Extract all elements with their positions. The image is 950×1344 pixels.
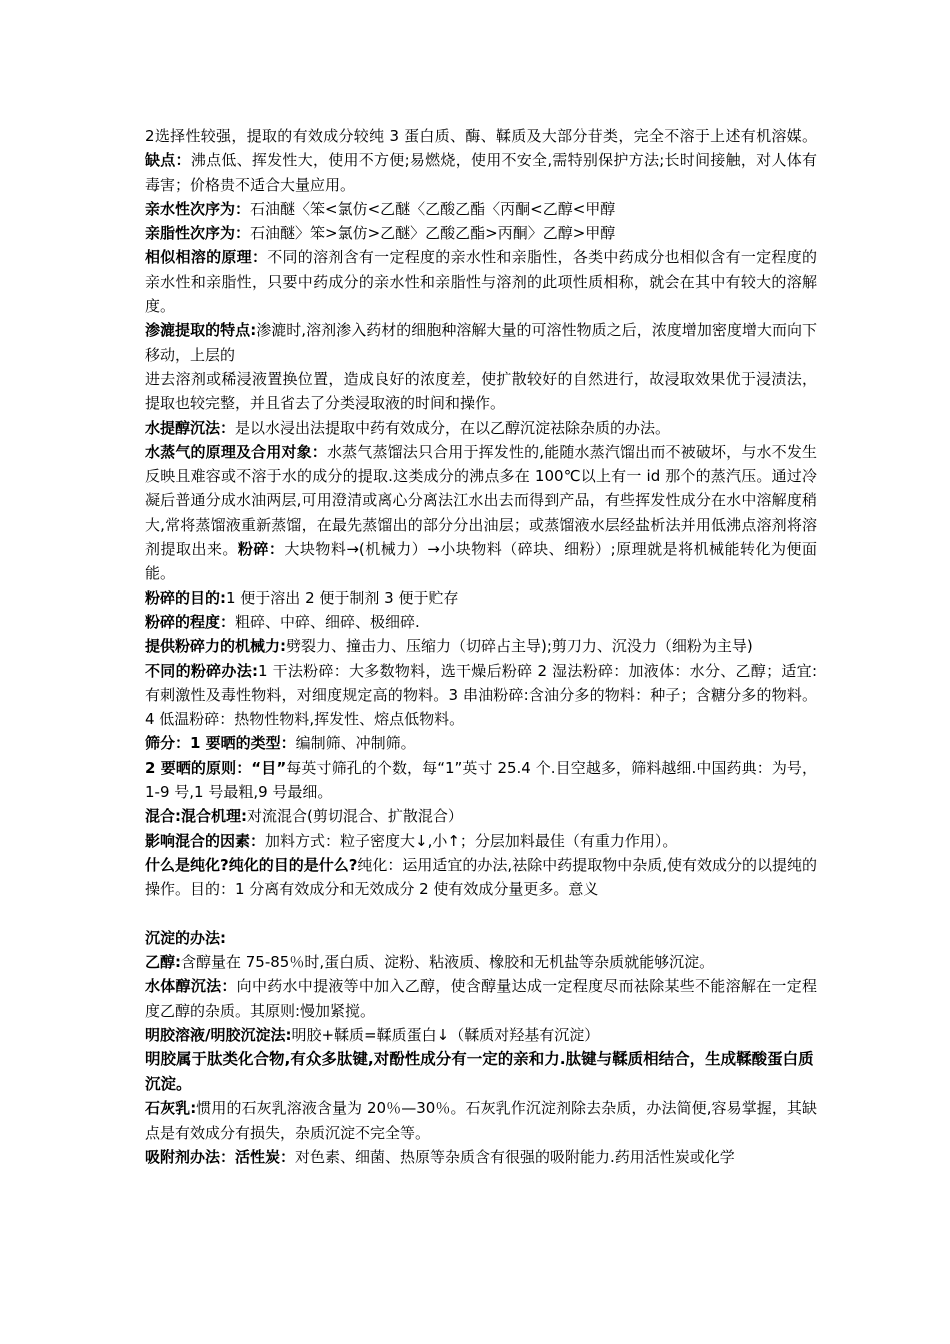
- paragraph: [145, 416, 817, 440]
- paragraph: [145, 1145, 817, 1169]
- text: 含醇量在 75-85％时,蛋白质、淀粉、粘液质、橡胶和无机盐等杂质就能够沉淀。: [181, 953, 715, 972]
- term-label: 2 要晒的原则：“目”: [145, 758, 287, 777]
- term-label: 粉碎的目的:: [145, 588, 226, 607]
- paragraph: [145, 221, 817, 245]
- paragraph: [145, 731, 817, 755]
- paragraph: [145, 974, 817, 1023]
- term-label: 不同的粉碎办法:: [145, 661, 258, 680]
- term-label: 什么是纯化?纯化的目的是什么?: [145, 855, 358, 874]
- text: 水蒸气蒸馏法只合用于挥发性的,能随水蒸汽馏出而不被破坏，与水不发生反映且难容或不溶于水的成分的提取.这类成分的沸点多在 100℃以上有一 id 那个的蒸汽压。通过冷凝后普通分成水油两层,可用澄清或离心分离法江水出去而得到产品，有些挥发性成分在水中溶解度稍大,常将蒸馏液重新蒸馏，在最先蒸馏出的部分分出油层；或蒸馏液水层经盐析法并用低沸点溶剂将溶剂提取出来。: [145, 442, 817, 559]
- paragraph: [145, 318, 817, 367]
- term-label: 筛分：1 要晒的类型：: [145, 734, 296, 753]
- text: 进去溶剂或稀浸液置换位置，造成良好的浓度差，使扩散较好的自然进行，故浸取效果优于浸渍法，提取也较完整，并且省去了分类浸取液的时间和操作。: [145, 369, 817, 413]
- term-label: 渗漉提取的特点:: [145, 321, 257, 340]
- paragraph: [145, 440, 817, 586]
- term-label: 石灰乳:: [145, 1099, 197, 1118]
- text: 编制筛、冲制筛。: [295, 734, 416, 753]
- text: 粗碎、中碎、细碎、极细碎.: [235, 612, 420, 631]
- text: 1 便于溶出 2 便于制剂 3 便于贮存: [226, 588, 459, 607]
- term-label: 水提醇沉法：: [145, 418, 236, 437]
- document-body: [145, 124, 817, 1169]
- paragraph: [145, 756, 817, 805]
- paragraph: [145, 367, 817, 416]
- text: 加料方式：粒子密度大↓,小↑；分层加料最佳（有重力作用）。: [265, 831, 678, 850]
- text: 不同的溶剂含有一定程度的亲水性和亲脂性，各类中药成分也相似含有一定程度的亲水性和亲脂性，只要中药成分的亲水性和亲脂性与溶剂的此项性质相称，就会在其中有较大的溶解度。: [145, 248, 817, 316]
- paragraph: [145, 853, 817, 902]
- paragraph: [145, 634, 817, 658]
- term-label: 影响混合的因素：: [145, 831, 266, 850]
- text: 大块物料→(机械力）→小块物料（碎块、细粉）;原理就是将机械能转化为便面能。: [145, 540, 817, 583]
- text: 对流混合(剪切混合、扩散混合）: [247, 807, 463, 826]
- paragraph: [145, 586, 817, 610]
- section-heading: 沉淀的办法:: [145, 928, 226, 947]
- paragraph: [145, 124, 817, 197]
- term-label: 吸附剂办法：活性炭：: [145, 1147, 296, 1166]
- paragraph: [145, 197, 817, 221]
- term-label: 水体醇沉法：: [145, 977, 237, 996]
- paragraph: [145, 804, 817, 828]
- term-label: 亲水性次序为：: [145, 199, 251, 218]
- term-label: 水蒸气的原理及合用对象：: [145, 442, 327, 461]
- paragraph: [145, 659, 817, 732]
- term-label: 亲脂性次序为：: [145, 224, 251, 243]
- text: 渗漉时,溶剂渗入药材的细胞种溶解大量的可溶性物质之后，浓度增加密度增大而向下移动，上层的: [145, 321, 818, 364]
- text: 2选择性较强，提取的有效成分较纯 3 蛋白质、酶、鞣质及大部分苷类，完全不溶于上述有机溶媒。: [145, 127, 817, 145]
- text: 惯用的石灰乳溶液含量为 20％—30％。石灰乳作沉淀剂除去杂质，办法简便,容易掌握，其缺点是有效成分有损失，杂质沉淀不完全等。: [145, 1099, 818, 1142]
- text: 明胶+鞣质=鞣质蛋白↓（鞣质对羟基有沉淀）: [291, 1025, 600, 1044]
- term-label: 缺点：: [145, 151, 191, 170]
- term-label: 明胶溶液/明胶沉淀法:: [145, 1025, 292, 1044]
- text: 纯化：运用适宜的办法,祛除中药提取物中杂质,使有效成分的以提纯的操作。目的：1 分离有效成分和无效成分 2 使有效成分量更多。意义: [145, 855, 817, 899]
- text: 沸点低、挥发性大，使用不方便;易燃烧，使用不安全,需特别保护方法;长时间接触，对人体有毒害；价格贵不适合大量应用。: [145, 151, 817, 194]
- text: 1 干法粉碎：大多数物料，选干燥后粉碎 2 湿法粉碎：加液体：水分、乙醇；适宜:有刺激性及毒性物料，对细度规定高的物料。3 串油粉碎:含油分多的物料：种子；含糖分多的物料。4 低温粉碎：热物性物料,挥发性、熔点低物料。: [145, 661, 817, 729]
- text: 劈裂力、撞击力、压缩力（切碎占主导);剪刀力、沉没力（细粉为主导): [286, 637, 753, 656]
- text: 是以水浸出法提取中药有效成分，在以乙醇沉淀祛除杂质的办法。: [235, 418, 671, 437]
- paragraph: [145, 829, 817, 853]
- text: 石油醚〈笨<氯仿<乙醚〈乙酸乙酯〈丙酮<乙醇<甲醇: [250, 199, 616, 218]
- paragraph: [145, 245, 817, 318]
- text: 石油醚〉笨>氯仿>乙醚〉乙酸乙酯>丙酮〉乙醇>甲醇: [250, 224, 616, 243]
- term-label: 相似相溶的原理：: [145, 248, 268, 267]
- paragraph: [145, 1096, 817, 1145]
- term-label: 乙醇:: [145, 953, 181, 972]
- paragraph: [145, 610, 817, 634]
- paragraph: [145, 1023, 817, 1047]
- bold-paragraph: 明胶属于肽类化合物,有众多肽键,对酚性成分有一定的亲和力.肽键与鞣质相结合，生成鞣酸蛋白质沉淀。: [145, 1050, 814, 1093]
- term-label: 提供粉碎力的机械力:: [145, 637, 286, 656]
- term-label: 混合:混合机理:: [145, 807, 247, 826]
- text: 对色素、细菌、热原等杂质含有很强的吸附能力.药用活性炭或化学: [295, 1147, 735, 1166]
- text: 向中药水中提液等中加入乙醇，使含醇量达成一定程度尽而祛除某些不能溶解在一定程度乙醇的杂质。其原则:慢加紧搅。: [145, 977, 817, 1020]
- blank-line: [145, 902, 817, 926]
- paragraph: [145, 950, 817, 974]
- text: 每英寸筛孔的个数，每“1”英寸 25.4 个.目空越多，筛料越细.中国药典：为号，1-9 号,1 号最粗,9 号最细。: [145, 758, 817, 802]
- term-label: 粉碎：: [237, 540, 285, 559]
- term-label: 粉碎的程度：: [145, 612, 236, 631]
